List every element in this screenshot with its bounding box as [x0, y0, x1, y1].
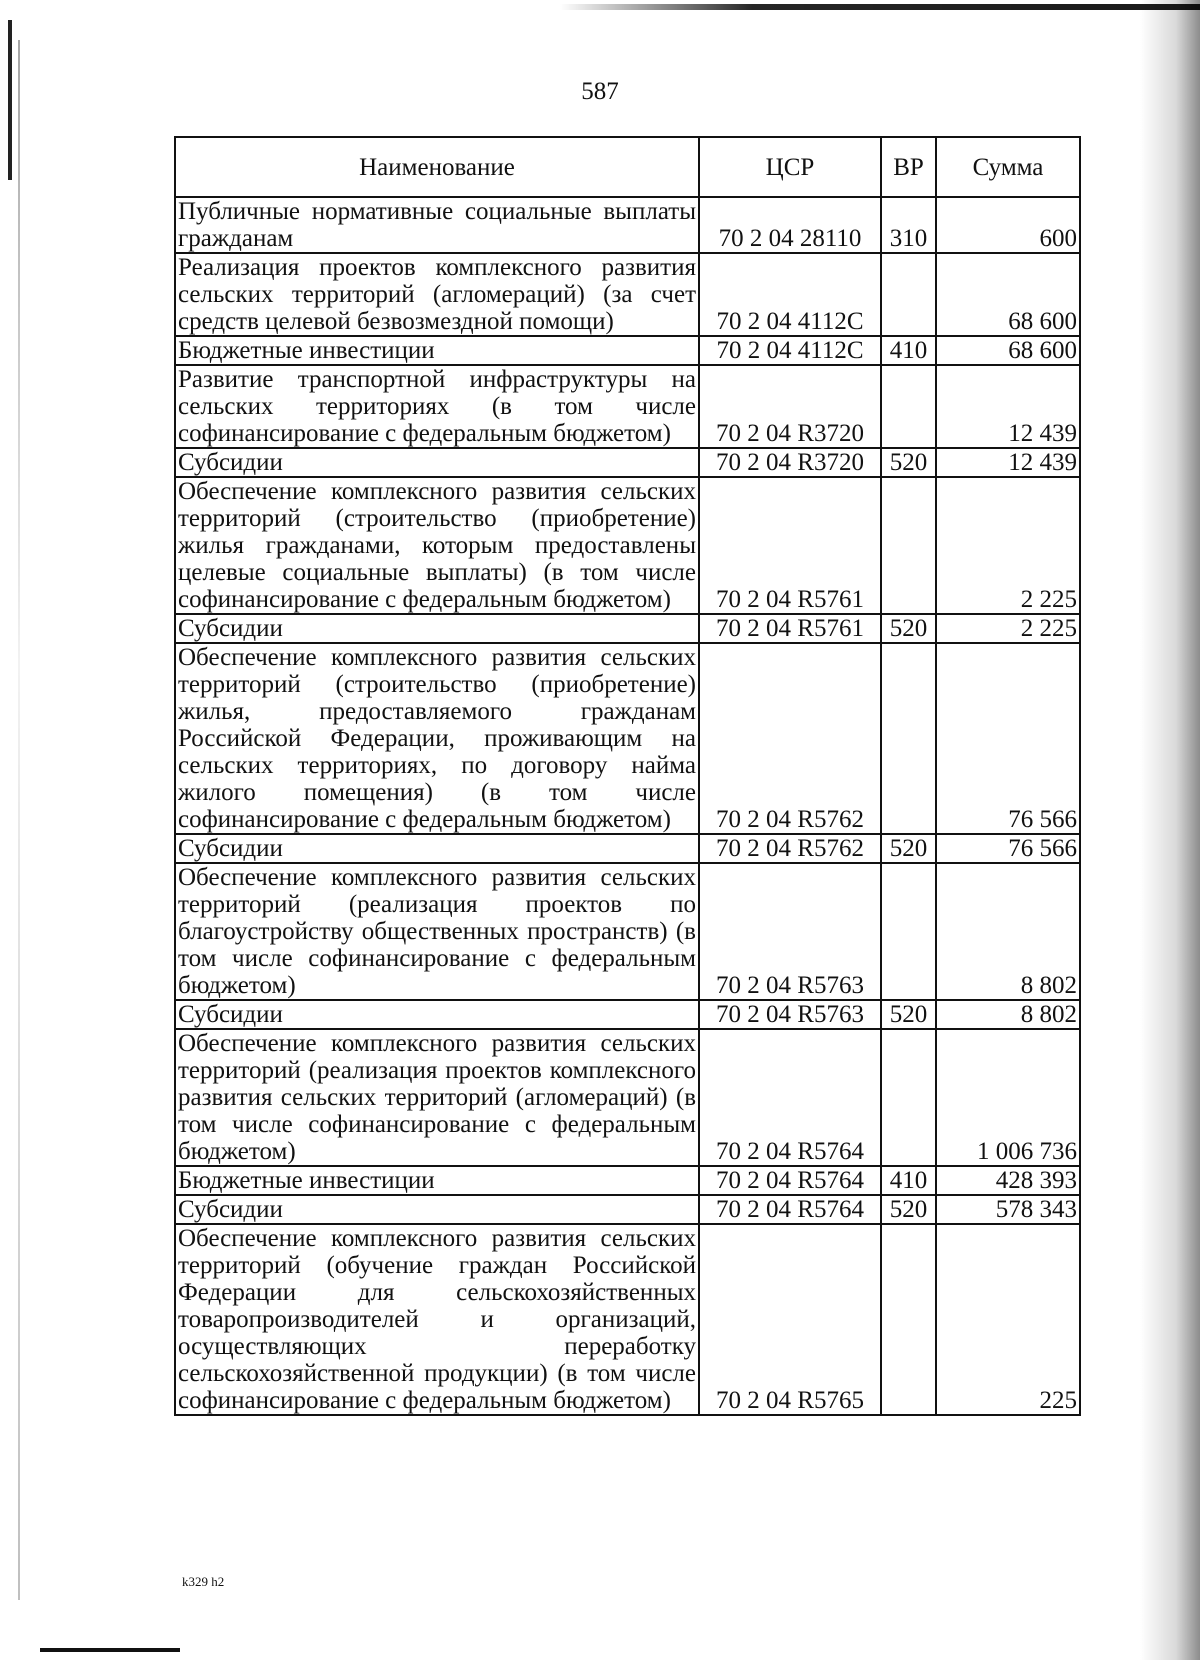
- cell-vr: 520: [881, 834, 936, 863]
- table-row: [175, 448, 1080, 477]
- cell-csr: 70 2 04 4112C: [699, 336, 881, 365]
- cell-name: Обеспечение комплексного развития сельских территорий (реализация проектов комплексного развития сельских территорий (агломераций) (в том числе софинансирование с федеральным бюджетом): [175, 1029, 699, 1166]
- cell-name: Обеспечение комплексного развития сельских территорий (строительство (приобретение) жилья, предоставляемого гражданам Российской Федерации, проживающим на сельских территориях, по договору найма жилого помещения) (в том числе софинансирование с федеральным бюджетом): [175, 643, 699, 834]
- cell-sum: 8 802: [936, 1000, 1080, 1029]
- cell-sum: 1 006 736: [936, 1029, 1080, 1166]
- page-number: 587: [581, 78, 619, 105]
- cell-name: Субсидии: [175, 1000, 699, 1029]
- cell-csr: 70 2 04 R5763: [699, 863, 881, 1000]
- cell-csr: 70 2 04 R3720: [699, 365, 881, 448]
- cell-csr: 70 2 04 4112C: [699, 253, 881, 336]
- cell-name: Субсидии: [175, 1195, 699, 1224]
- scan-shadow-left: [18, 40, 20, 1600]
- cell-vr: [881, 253, 936, 336]
- cell-name: Обеспечение комплексного развития сельских территорий (строительство (приобретение) жилья гражданами, которым предоставлены целевые социальные выплаты) (в том числе софинансирование с федеральным бюджетом): [175, 477, 699, 614]
- cell-name: Публичные нормативные социальные выплаты гражданам: [175, 197, 699, 253]
- cell-sum: 2 225: [936, 477, 1080, 614]
- cell-csr: 70 2 04 R5765: [699, 1224, 881, 1415]
- cell-csr: 70 2 04 R5764: [699, 1029, 881, 1166]
- cell-sum: 600: [936, 197, 1080, 253]
- cell-csr: 70 2 04 R5763: [699, 1000, 881, 1029]
- cell-sum: 428 393: [936, 1166, 1080, 1195]
- cell-name: Развитие транспортной инфраструктуры на сельских территориях (в том числе софинансирование с федеральным бюджетом): [175, 365, 699, 448]
- cell-name: Бюджетные инвестиции: [175, 336, 699, 365]
- cell-name: Бюджетные инвестиции: [175, 1166, 699, 1195]
- cell-vr: [881, 1224, 936, 1415]
- cell-vr: [881, 1029, 936, 1166]
- cell-vr: 520: [881, 448, 936, 477]
- table-row: [175, 614, 1080, 643]
- table-row: [175, 365, 1080, 448]
- cell-sum: 578 343: [936, 1195, 1080, 1224]
- cell-sum: 68 600: [936, 336, 1080, 365]
- cell-csr: 70 2 04 R5762: [699, 643, 881, 834]
- cell-sum: 225: [936, 1224, 1080, 1415]
- scan-edge-top: [560, 4, 1200, 10]
- header-sum: Сумма: [936, 137, 1080, 197]
- cell-name: Реализация проектов комплексного развития сельских территорий (агломераций) (за счет средств целевой безвозмездной помощи): [175, 253, 699, 336]
- cell-csr: 70 2 04 R3720: [699, 448, 881, 477]
- cell-vr: [881, 477, 936, 614]
- table-row: [175, 1195, 1080, 1224]
- scan-shadow-right: [1140, 0, 1200, 1660]
- table-row: [175, 863, 1080, 1000]
- cell-vr: [881, 365, 936, 448]
- cell-sum: 76 566: [936, 643, 1080, 834]
- cell-name: Субсидии: [175, 834, 699, 863]
- cell-vr: 310: [881, 197, 936, 253]
- table-row: [175, 197, 1080, 253]
- cell-vr: 520: [881, 1000, 936, 1029]
- table-row: [175, 336, 1080, 365]
- cell-vr: [881, 643, 936, 834]
- cell-vr: 410: [881, 336, 936, 365]
- table-row: [175, 1029, 1080, 1166]
- table-row: [175, 1224, 1080, 1415]
- cell-name: Субсидии: [175, 448, 699, 477]
- budget-table: [174, 136, 1081, 1416]
- cell-sum: 12 439: [936, 365, 1080, 448]
- table-row: [175, 834, 1080, 863]
- cell-sum: 76 566: [936, 834, 1080, 863]
- cell-csr: 70 2 04 R5761: [699, 614, 881, 643]
- table-header-row: [175, 137, 1080, 197]
- cell-name: Обеспечение комплексного развития сельских территорий (обучение граждан Российской Федерации для сельскохозяйственных товаропроизводителей и организаций, осуществляющих переработку сельскохозяйственной продукции) (в том числе софинансирование с федеральным бюджетом): [175, 1224, 699, 1415]
- table-row: [175, 253, 1080, 336]
- cell-sum: 68 600: [936, 253, 1080, 336]
- table-row: [175, 1166, 1080, 1195]
- cell-csr: 70 2 04 R5762: [699, 834, 881, 863]
- cell-csr: 70 2 04 28110: [699, 197, 881, 253]
- header-csr: ЦСР: [699, 137, 881, 197]
- header-vr: ВР: [881, 137, 936, 197]
- cell-csr: 70 2 04 R5764: [699, 1195, 881, 1224]
- cell-sum: 2 225: [936, 614, 1080, 643]
- table-row: [175, 1000, 1080, 1029]
- cell-name: Обеспечение комплексного развития сельских территорий (реализация проектов по благоустройству общественных пространств) (в том числе софинансирование с федеральным бюджетом): [175, 863, 699, 1000]
- cell-csr: 70 2 04 R5761: [699, 477, 881, 614]
- footer-code: k329 h2: [182, 1574, 225, 1589]
- cell-vr: [881, 863, 936, 1000]
- cell-vr: 520: [881, 614, 936, 643]
- table-body: [175, 197, 1080, 1415]
- cell-vr: 520: [881, 1195, 936, 1224]
- table-row: [175, 477, 1080, 614]
- cell-vr: 410: [881, 1166, 936, 1195]
- header-name: Наименование: [175, 137, 699, 197]
- table-row: [175, 643, 1080, 834]
- scan-edge-bottom: [40, 1648, 180, 1652]
- cell-csr: 70 2 04 R5764: [699, 1166, 881, 1195]
- cell-name: Субсидии: [175, 614, 699, 643]
- cell-sum: 8 802: [936, 863, 1080, 1000]
- cell-sum: 12 439: [936, 448, 1080, 477]
